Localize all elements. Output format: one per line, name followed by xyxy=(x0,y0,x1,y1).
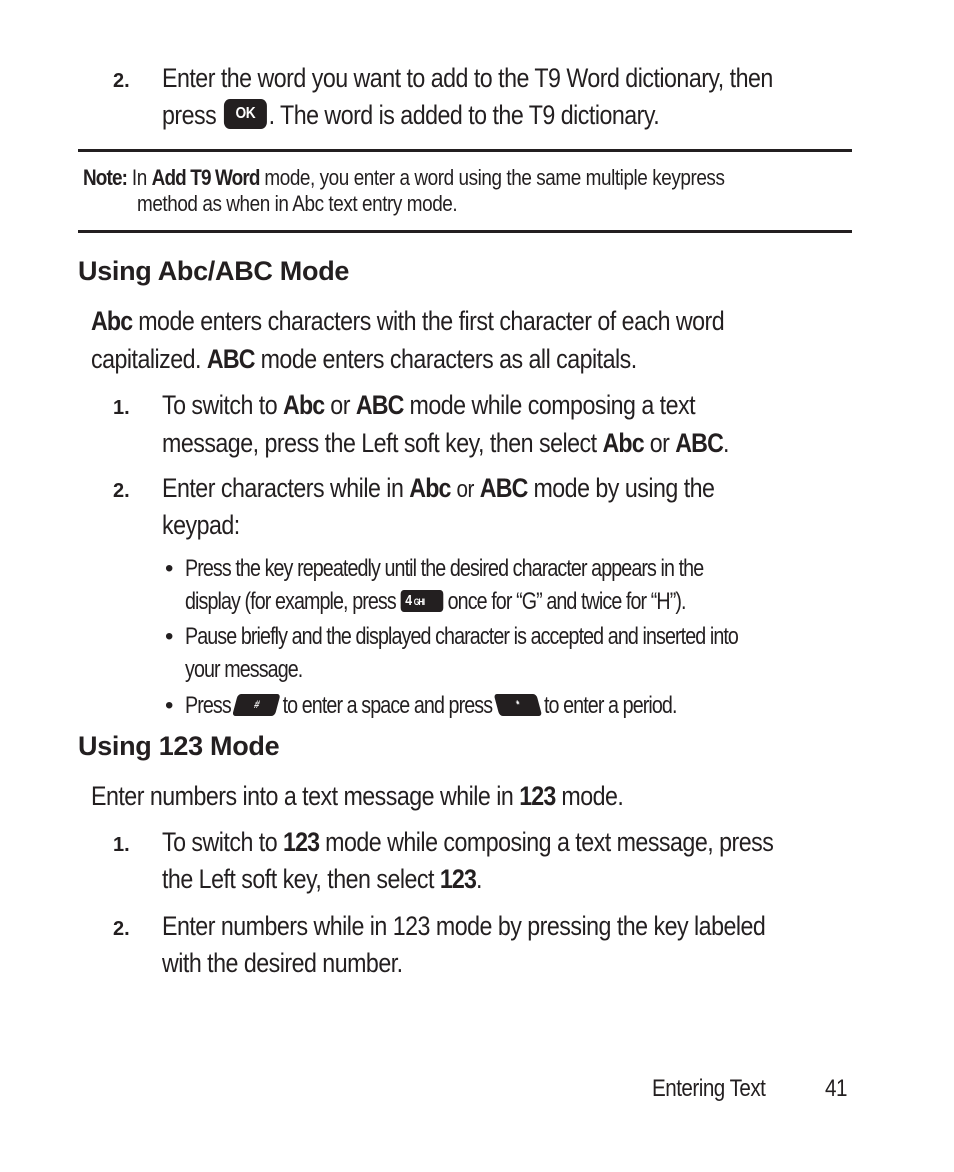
footer-section-title xyxy=(652,1075,784,1103)
page-number-text: 41 xyxy=(825,1075,847,1102)
section-heading-123: Using 123 Mode xyxy=(78,731,280,761)
step-text-part: Enter characters while in xyxy=(162,473,404,503)
note-text-part: In xyxy=(131,165,147,190)
bullet-text-part: to enter a period. xyxy=(543,692,677,719)
note-mode-name: Add T9 Word xyxy=(151,165,260,190)
bullet-dot: • xyxy=(165,623,173,650)
bullet-text-part: to enter a space and press xyxy=(282,692,493,719)
step-text-part: To switch to xyxy=(162,827,278,857)
step-text-part: or xyxy=(456,476,474,503)
section-intro xyxy=(91,306,827,337)
intro-text-part: mode enters characters with the first character of each word xyxy=(138,306,725,336)
mode-name: 123 xyxy=(283,827,320,857)
bullet-text-part: once for “G” and twice for “H”). xyxy=(447,588,686,615)
step-line: Enter the word you want to add to the T9 Word dictionary, then xyxy=(162,63,773,93)
page-number xyxy=(825,1075,851,1103)
note-bottom-rule xyxy=(78,230,852,233)
step-text-part: or xyxy=(649,428,670,458)
bullet-text-part: display (for example, press xyxy=(185,588,396,615)
step-text-part: press xyxy=(162,100,217,130)
intro-text-part: capitalized. xyxy=(91,344,201,374)
step-number: 2. xyxy=(113,70,130,92)
mode-name: ABC xyxy=(675,428,724,458)
bullet-text xyxy=(185,692,784,720)
mode-name: 123 xyxy=(439,864,477,894)
mode-name: ABC xyxy=(479,473,528,503)
step-text-part: or xyxy=(330,390,350,420)
intro-text-part: mode enters characters as all capitals. xyxy=(260,344,637,374)
mode-name: 123 xyxy=(519,781,556,811)
note-label: Note: xyxy=(83,165,128,190)
bullet-text xyxy=(185,555,817,583)
step-text-part: the Left soft key, then select xyxy=(162,864,434,894)
step-text xyxy=(162,864,534,895)
section-heading-abc: Using Abc/ABC Mode xyxy=(78,256,350,286)
step-text xyxy=(162,510,252,541)
bullet-line: Pause briefly and the displayed character is accepted and inserted into xyxy=(185,623,738,650)
note-text xyxy=(83,165,829,191)
step-text-part: . xyxy=(476,864,482,894)
bullet-line: your message. xyxy=(185,656,303,683)
key-4-ghi-icon xyxy=(400,590,443,612)
bullet-text xyxy=(185,656,328,684)
mode-name: Abc xyxy=(409,473,451,503)
bullet-text xyxy=(185,623,859,651)
step-number: 1. xyxy=(113,397,130,419)
section-intro xyxy=(91,781,710,812)
step-text-part: message, press the Left soft key, then select xyxy=(162,428,597,458)
step-text xyxy=(162,63,872,94)
bullet-line: Press the key repeatedly until the desired character appears in the xyxy=(185,555,704,582)
ok-key-icon: OK xyxy=(224,99,267,129)
step-number: 2. xyxy=(113,918,130,940)
step-text-part: To switch to xyxy=(162,390,278,420)
note-text-line2 xyxy=(137,191,509,217)
step-text-part: . xyxy=(723,428,729,458)
note-text-part: mode, you enter a word using the same multiple keypress xyxy=(264,165,725,190)
intro-text-part: Enter numbers into a text message while in xyxy=(91,781,514,811)
step-text xyxy=(162,390,782,421)
bullet-text-part: Press xyxy=(185,692,231,719)
step-text xyxy=(162,100,740,132)
bullet-dot: • xyxy=(165,555,173,582)
step-text xyxy=(162,473,804,504)
step-line: with the desired number. xyxy=(162,948,403,978)
mode-name: Abc xyxy=(602,428,644,458)
star-key-icon: * xyxy=(494,694,543,716)
key-letters: GHI xyxy=(413,596,425,607)
step-text xyxy=(162,428,821,459)
step-text xyxy=(162,948,442,979)
step-text-part: mode while composing a text xyxy=(409,390,696,420)
step-number: 1. xyxy=(113,834,130,856)
step-text xyxy=(162,827,873,858)
bullet-text xyxy=(185,588,795,616)
note-text-part: method as when in Abc text entry mode. xyxy=(137,191,458,216)
note-top-rule xyxy=(78,149,852,152)
step-text xyxy=(162,911,864,942)
intro-text-part: mode. xyxy=(561,781,624,811)
step-line: Enter numbers while in 123 mode by pressing the key labeled xyxy=(162,911,766,941)
step-text-part: . The word is added to the T9 dictionary. xyxy=(268,100,660,130)
step-text-part: mode while composing a text message, press xyxy=(325,827,774,857)
hash-key-icon: # xyxy=(232,694,281,716)
key-digit: 4 xyxy=(405,591,412,609)
section-intro xyxy=(91,344,726,375)
mode-name: Abc xyxy=(283,390,325,420)
mode-name: Abc xyxy=(91,306,133,336)
mode-name: ABC xyxy=(206,344,255,374)
step-number: 2. xyxy=(113,480,130,502)
bullet-dot: • xyxy=(165,692,173,719)
step-text-part: mode by using the xyxy=(533,473,715,503)
step-text-part: keypad: xyxy=(162,510,240,540)
footer-section-text: Entering Text xyxy=(652,1075,766,1102)
mode-name: ABC xyxy=(355,390,404,420)
